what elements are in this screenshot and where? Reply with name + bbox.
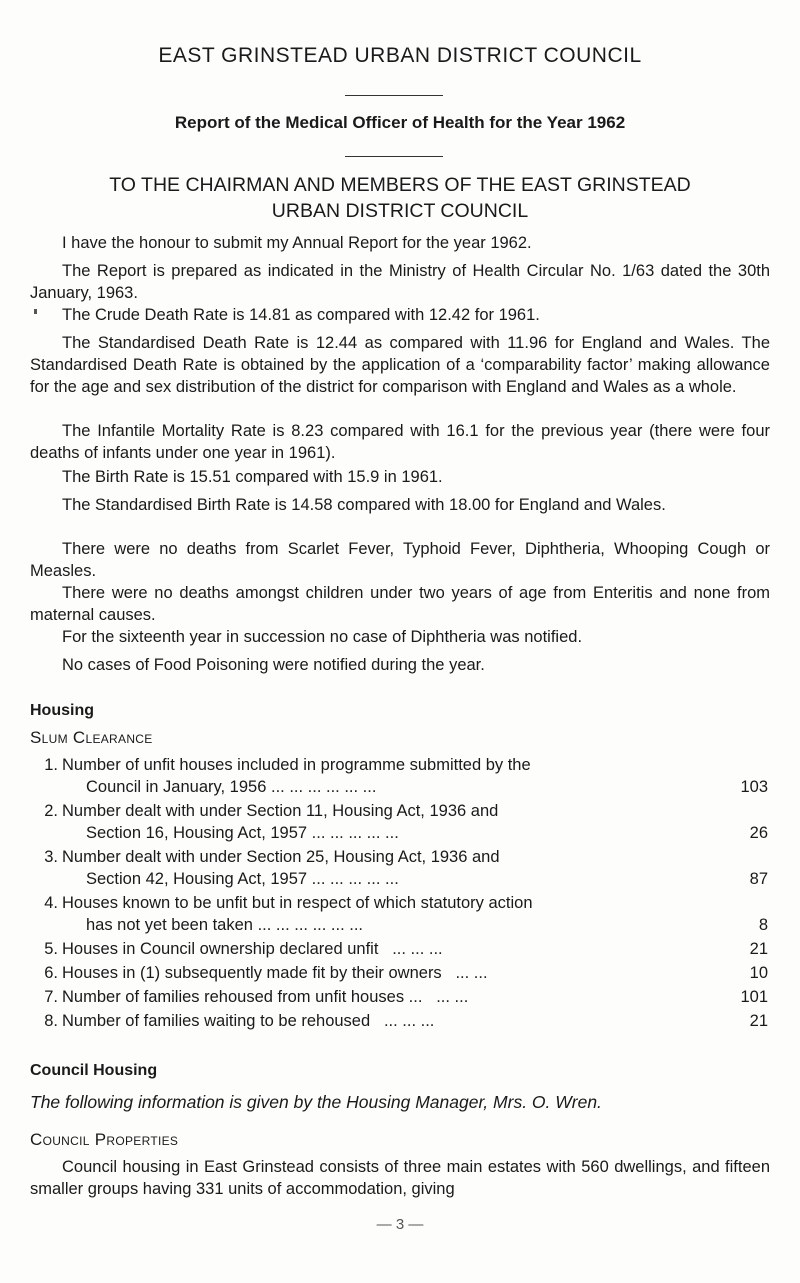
item-number: 7. bbox=[44, 988, 58, 1006]
addressee-line-2: URBAN DISTRICT COUNCIL bbox=[271, 200, 529, 222]
paragraph: The Infantile Mortality Rate is 8.23 compared with 16.1 for the previous year (there were four deaths of infants under one year in 1961). bbox=[30, 422, 770, 462]
list-item bbox=[30, 938, 768, 962]
item-value: 87 bbox=[749, 870, 768, 888]
paragraph: The Birth Rate is 15.51 compared with 15.9 in 1961. bbox=[62, 468, 443, 486]
addressee-line-1: TO THE CHAIRMAN AND MEMBERS OF THE EAST GRINSTEAD bbox=[109, 174, 691, 196]
paragraph: I have the honour to submit my Annual Report for the year 1962. bbox=[62, 234, 532, 252]
second-rule bbox=[345, 156, 443, 157]
paragraph: The Standardised Death Rate is 12.44 as compared with 11.96 for England and Wales. The Standardised Death Rate is obtained by the application of a ‘comparability factor’ making allowance for the age and sex distribution of the district for comparison with England and Wales as a whole. bbox=[30, 334, 770, 396]
paragraph: There were no deaths amongst children under two years of age from Enteritis and none from maternal causes. bbox=[30, 584, 770, 624]
slum-clearance-heading: Slum Clearance bbox=[30, 728, 153, 747]
list-item bbox=[30, 892, 768, 940]
list-item bbox=[30, 962, 768, 986]
item-value: 8 bbox=[758, 916, 768, 934]
addressee bbox=[40, 172, 760, 224]
council-properties-heading: Council Properties bbox=[30, 1130, 179, 1149]
item-number: 3. bbox=[44, 848, 58, 866]
report-title: Report of the Medical Officer of Health for the Year 1962 bbox=[174, 113, 626, 132]
item-value: 21 bbox=[749, 940, 768, 958]
item-text: Number dealt with under Section 11, Housing Act, 1936 and bbox=[62, 802, 499, 820]
item-value: 103 bbox=[740, 778, 768, 796]
item-number: 2. bbox=[44, 802, 58, 820]
item-text: Number dealt with under Section 25, Housing Act, 1936 and bbox=[62, 848, 500, 866]
list-item bbox=[30, 846, 768, 894]
item-text-continued: Section 16, Housing Act, 1957 ... ... ... ... ... bbox=[86, 824, 399, 842]
item-number: 8. bbox=[44, 1012, 58, 1030]
item-text: Number of unfit houses included in programme submitted by the bbox=[62, 756, 531, 774]
paragraph: The Report is prepared as indicated in the Ministry of Health Circular No. 1/63 dated the 30th January, 1963. bbox=[30, 262, 770, 302]
paragraph: For the sixteenth year in succession no case of Diphtheria was notified. bbox=[62, 628, 583, 646]
list-item bbox=[30, 800, 768, 848]
page-number: — 3 — bbox=[376, 1216, 424, 1233]
item-value: 101 bbox=[740, 988, 768, 1006]
item-number: 6. bbox=[44, 964, 58, 982]
item-text: Houses known to be unfit but in respect of which statutory action bbox=[62, 894, 533, 912]
item-number: 5. bbox=[44, 940, 58, 958]
paragraph: The Crude Death Rate is 14.81 as compared with 12.42 for 1961. bbox=[62, 306, 540, 324]
item-text-continued: Section 42, Housing Act, 1957 ... ... ... ... ... bbox=[86, 870, 399, 888]
item-text-continued: has not yet been taken ... ... ... ... ... ... bbox=[86, 916, 363, 934]
item-value: 10 bbox=[749, 964, 768, 982]
paragraph: The Standardised Birth Rate is 14.58 compared with 18.00 for England and Wales. bbox=[62, 496, 666, 514]
item-text: Number of families rehoused from unfit houses ... ... ... bbox=[62, 988, 469, 1006]
list-item bbox=[30, 754, 768, 802]
item-value: 21 bbox=[749, 1012, 768, 1030]
item-number: 1. bbox=[44, 756, 58, 774]
paragraph: No cases of Food Poisoning were notified during the year. bbox=[62, 656, 485, 674]
item-text: Houses in (1) subsequently made fit by their owners ... ... bbox=[62, 964, 488, 982]
council-housing-heading: Council Housing bbox=[30, 1062, 158, 1079]
council-name: EAST GRINSTEAD URBAN DISTRICT COUNCIL bbox=[158, 44, 642, 67]
housing-heading: Housing bbox=[30, 702, 94, 719]
item-text-continued: Council in January, 1956 ... ... ... ... ... ... bbox=[86, 778, 377, 796]
list-item bbox=[30, 1010, 768, 1034]
item-text: Number of families waiting to be rehoused ... ... ... bbox=[62, 1012, 435, 1030]
housing-manager-note: The following information is given by the Housing Manager, Mrs. O. Wren. bbox=[30, 1092, 602, 1112]
paragraph: There were no deaths from Scarlet Fever, Typhoid Fever, Diphtheria, Whooping Cough or Measles. bbox=[30, 540, 770, 580]
item-number: 4. bbox=[44, 894, 58, 912]
top-rule bbox=[345, 95, 443, 96]
item-text: Houses in Council ownership declared unfit ... ... ... bbox=[62, 940, 443, 958]
item-value: 26 bbox=[749, 824, 768, 842]
list-item bbox=[30, 986, 768, 1010]
paragraph: Council housing in East Grinstead consists of three main estates with 560 dwellings, and fifteen smaller groups having 331 units of accommodation, giving bbox=[30, 1158, 770, 1198]
